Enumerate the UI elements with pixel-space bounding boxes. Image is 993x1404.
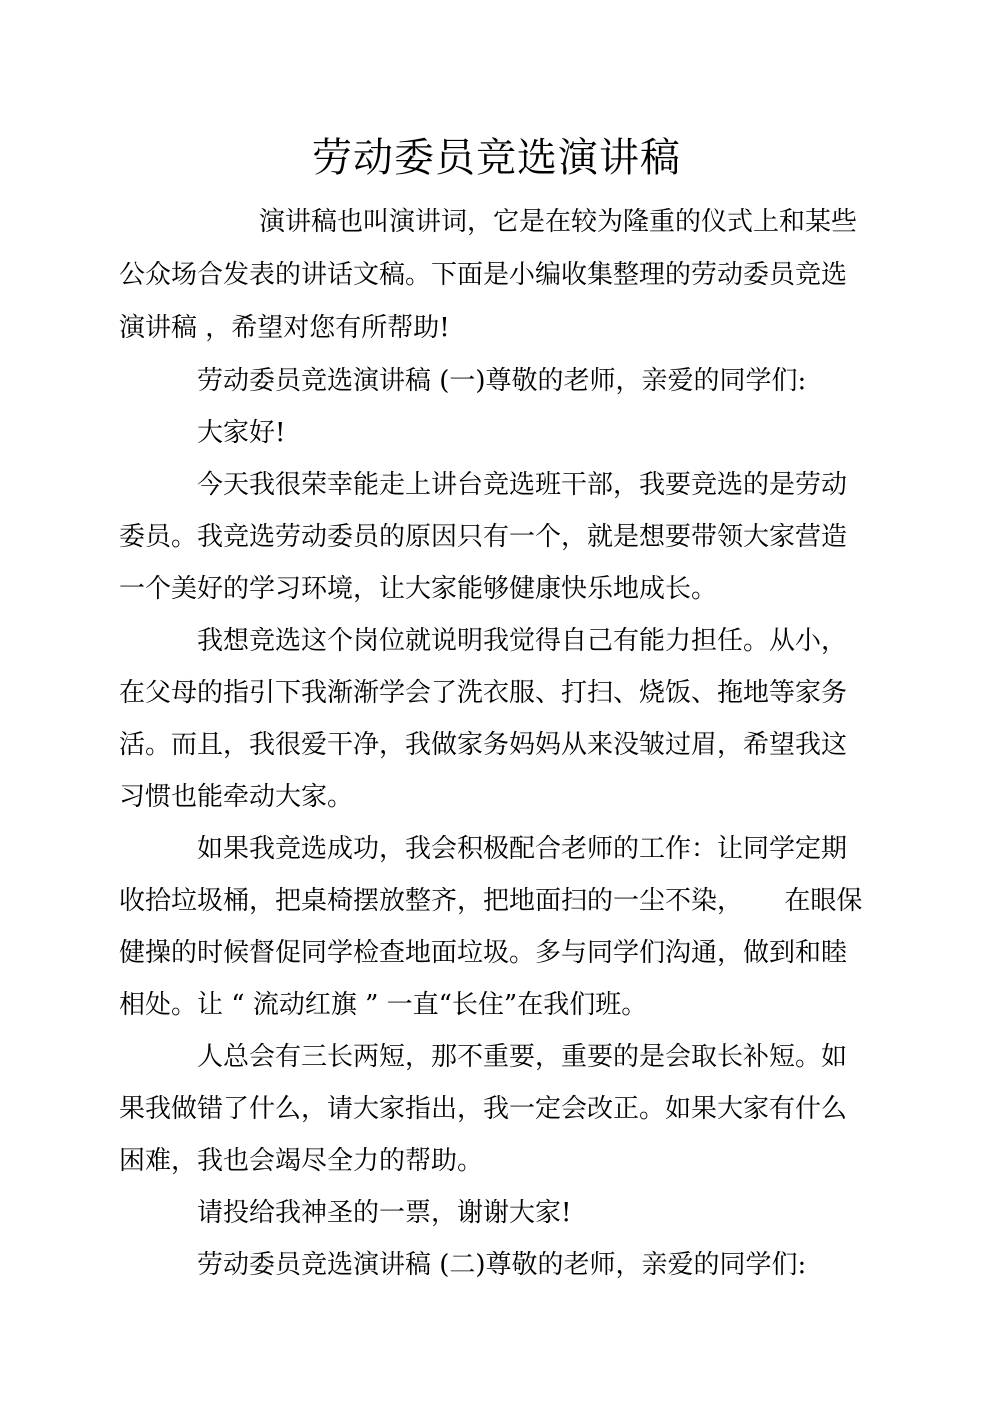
paragraph-line: 收拾垃圾桶，把桌椅摆放整齐，把地面扫的一尘不染， 在眼保	[119, 886, 863, 916]
paragraph-line: 相处。让 “ 流动红旗 ” 一直“长住”在我们班。	[119, 990, 648, 1020]
paragraph-line: 健操的时候督促同学检查地面垃圾。多与同学们沟通，做到和睦	[119, 938, 848, 968]
paragraph-line: 活。而且，我很爱干净，我做家务妈妈从来没皱过眉，希望我这	[119, 730, 848, 760]
closing-line: 请投给我神圣的一票，谢谢大家!	[197, 1198, 572, 1228]
paragraph-line: 如果我竞选成功，我会积极配合老师的工作：让同学定期	[197, 834, 848, 864]
speech-heading-1: 劳动委员竞选演讲稿 (一)尊敬的老师，亲爱的同学们:	[197, 366, 807, 396]
paragraph-line: 困难，我也会竭尽全力的帮助。	[119, 1146, 484, 1176]
paragraph-line: 委员。我竞选劳动委员的原因只有一个，就是想要带领大家营造	[119, 522, 848, 552]
paragraph-line: 今天我很荣幸能走上讲台竞选班干部，我要竞选的是劳动	[197, 470, 848, 500]
intro-line: 演讲稿 ，希望对您有所帮助!	[119, 313, 450, 343]
paragraph-line: 在父母的指引下我渐渐学会了洗衣服、打扫、烧饭、拖地等家务	[119, 678, 848, 708]
page-title: 劳动委员竞选演讲稿	[312, 135, 681, 181]
paragraph-line: 一个美好的学习环境，让大家能够健康快乐地成长。	[119, 574, 718, 604]
paragraph-line: 习惯也能牵动大家。	[119, 782, 354, 812]
intro-line: 公众场合发表的讲话文稿。下面是小编收集整理的劳动委员竞选	[119, 260, 848, 290]
paragraph-line: 我想竞选这个岗位就说明我觉得自己有能力担任。从小，	[197, 626, 848, 656]
intro-line: 演讲稿也叫演讲词，它是在较为隆重的仪式上和某些	[259, 207, 858, 237]
speech-heading-2: 劳动委员竞选演讲稿 (二)尊敬的老师，亲爱的同学们:	[197, 1250, 807, 1280]
paragraph-line: 人总会有三长两短，那不重要，重要的是会取长补短。如	[197, 1042, 848, 1072]
paragraph-line: 果我做错了什么，请大家指出，我一定会改正。如果大家有什么	[119, 1094, 848, 1124]
greeting: 大家好!	[197, 418, 286, 448]
